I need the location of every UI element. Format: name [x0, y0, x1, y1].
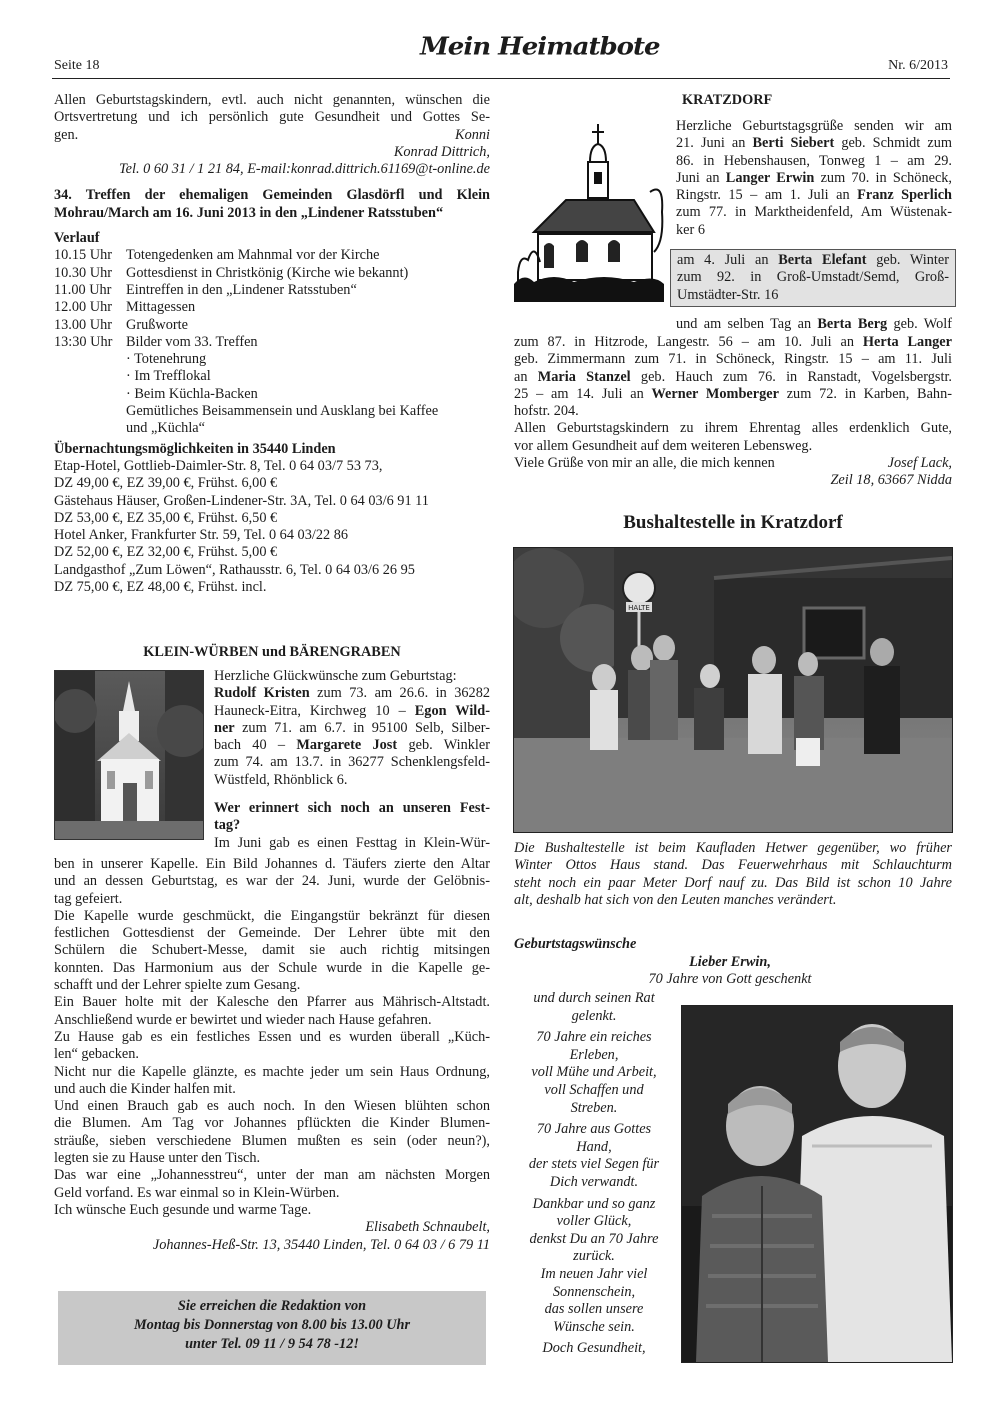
- birthday-name: Maria Stanzel: [537, 368, 631, 385]
- poem-line: gelenkt.: [571, 1007, 617, 1024]
- issue-number: Nr. 6/2013: [888, 58, 948, 73]
- fest-line: Nicht nur die Kapelle glänzte, es machte jeder um sein Haus Ordnung,: [54, 1063, 490, 1080]
- program-time: 11.00 Uhr: [54, 281, 112, 298]
- children-photo: [681, 1005, 953, 1363]
- poem-line: Dankbar und so ganz: [532, 1195, 656, 1212]
- box-line: Umstädter-Str. 16: [677, 286, 779, 303]
- fest-contact: Johannes-Heß-Str. 13, 35440 Linden, Tel. 0 64 03 / 6 79 11: [152, 1236, 490, 1253]
- program-row: [54, 247, 490, 264]
- program-subitem: · Im Trefflokal: [126, 368, 211, 385]
- poem-salutation: Lieber Erwin,: [689, 954, 771, 970]
- program-time: 10.30 Uhr: [54, 264, 112, 281]
- program-subitem: · Totenehrung: [126, 351, 207, 368]
- intro-line: gen.: [54, 126, 79, 143]
- program-text: Gottesdienst in Christkönig (Kirche wie bekannt): [126, 264, 409, 281]
- kratzdorf-greetings-a: [676, 118, 952, 239]
- poem-line: 70 Jahre ein reiches: [536, 1029, 652, 1046]
- kr-author: Josef Lack,: [887, 455, 952, 472]
- kr-line: zum 70. in Schöneck,: [814, 169, 952, 186]
- kw-line: zum 74. am 13.7. in 36277 Schenklengsfeld-: [214, 754, 490, 771]
- fest-line: len“ gebacken.: [54, 1046, 139, 1063]
- program-text: Mittagessen: [126, 299, 196, 316]
- poem-line: Dich verwandt.: [549, 1173, 639, 1190]
- kr-line: 25 – am 14. Juli an: [514, 385, 652, 402]
- kr-line: hofstr. 204.: [514, 403, 579, 420]
- poem-line: voll Schaffen und: [544, 1081, 644, 1098]
- fest-line: Geld vorfand. Es war einmal so in Klein-Würben.: [54, 1184, 340, 1201]
- verlauf-heading: Verlauf: [54, 230, 100, 247]
- notice-line: Montag bis Donnerstag von 8.00 bis 13.00 Uhr: [133, 1317, 411, 1333]
- bus-stop-photo: [513, 547, 953, 833]
- hotel-line: Gästehaus Häuser, Großen-Lindener-Str. 3A, Tel. 0 64 03/6 91 11: [54, 492, 429, 509]
- program-subitem: Gemütliches Beisammensein und Ausklang bei Kaffee: [126, 403, 439, 420]
- box-line: geb. Winter: [866, 252, 949, 268]
- birthday-name: ner: [214, 719, 235, 736]
- kr-line: vor allem Gesundheit auf dem weiteren Lebensweg.: [514, 437, 813, 454]
- poem-line: Hand,: [576, 1138, 612, 1155]
- fest-line: Und einen Brauch gab es auch noch. In den Wiesen blühten schon: [54, 1098, 490, 1115]
- hotel-line: DZ 52,00 €, EZ 32,00 €, Frühst. 5,00 €: [54, 544, 278, 561]
- program-time: 12.00 Uhr: [54, 299, 112, 316]
- kr-line: Ringstr. 15 – am 1. Juli an: [676, 187, 858, 204]
- program-row: [54, 299, 490, 316]
- bus-sign-text: HALTE: [628, 604, 650, 612]
- program-subitem: · Beim Küchla-Backen: [126, 385, 258, 402]
- poem-line: Sonnenschein,: [552, 1283, 636, 1300]
- hotel-line: Hotel Anker, Frankfurter Str. 59, Tel. 0 64 03/22 86: [54, 527, 348, 544]
- kr-line: Herzliche Geburtstagsgrüße senden wir am: [676, 118, 952, 134]
- fest-line: Im Juni gab es einen Festtag in Klein-Wür-: [214, 834, 490, 851]
- program-text: Totengedenken am Mahnmal vor der Kirche: [126, 247, 380, 264]
- program-row: [54, 282, 490, 299]
- kw-heading: KLEIN-WÜRBEN und BÄRENGRABEN: [143, 644, 401, 660]
- poem-line: Wünsche sein.: [553, 1318, 635, 1335]
- poem-line: 70 Jahre von Gott geschenkt: [648, 971, 812, 988]
- left-column: [54, 92, 490, 596]
- intro-line: Ortsvertretung und ich persönlich gute Gesundheit und Gottes Se-: [54, 109, 490, 126]
- photo-caption: [514, 840, 952, 909]
- poem-line: voll Mühe und Arbeit,: [531, 1064, 657, 1081]
- fest-heading: tag?: [214, 817, 241, 834]
- fest-line: sträuße, sieben verschiedene Blumen mußten es sein (oder neun?),: [54, 1132, 490, 1149]
- fest-line: Schülern die Schubert-Messe, damit sie auch richtig mitsingen: [54, 942, 490, 959]
- kw-line: Hauneck-Eitra, Kirchweg 10 –: [214, 702, 415, 719]
- fest-line: und auch die Kinder halfen mit.: [54, 1080, 236, 1097]
- kw-line: Herzliche Glückwünsche zum Geburtstag:: [214, 668, 457, 684]
- box-line: zum 92. in Groß-Umstadt/Semd, Groß-: [677, 269, 949, 286]
- kw-line: zum 73. am 26.6. in 36282: [309, 685, 490, 702]
- fest-line: Anschließend wurde er bewirtet und wieder nach Hause gefahren.: [54, 1011, 432, 1028]
- hotel-line: DZ 53,00 €, EZ 35,00 €, Frühst. 6,50 €: [54, 509, 278, 526]
- fest-line: Das war eine „Johannesstreu“, unter der man am nächsten Morgen: [54, 1167, 490, 1184]
- hotel-line: DZ 75,00 €, EZ 48,00 €, Frühst. incl.: [54, 579, 267, 596]
- kr-line: 86. in Hebenshausen, Tonweg 1 – am 29.: [676, 152, 952, 169]
- poem-line: Erleben,: [569, 1046, 619, 1063]
- program-time: 13:30 Uhr: [54, 333, 113, 350]
- fest-line: und an dessen Geburtstag, es war der 24. Juni, wurde der Gelöbnis-: [54, 873, 490, 890]
- birthday-name: Rudolf Kristen: [214, 685, 310, 702]
- hotel-line: Landgasthof „Zum Löwen“, Rathausstr. 6, Tel. 0 64 03/6 26 95: [54, 561, 415, 578]
- page-number: Seite 18: [54, 58, 100, 73]
- program-row: [54, 334, 490, 351]
- intro-author: Konrad Dittrich,: [393, 143, 490, 160]
- kratzdorf-heading: KRATZDORF: [682, 92, 773, 108]
- fest-line: Ein Bauer holte mit der Kalesche den Pfarrer aus Mährisch-Altstadt.: [54, 994, 490, 1011]
- intro-signature: Konni: [455, 126, 490, 143]
- hotel-line: DZ 49,00 €, EZ 39,00 €, Frühst. 6,00 €: [54, 475, 278, 492]
- fest-line: Die Kapelle wurde geschmückt, die Eingangstür bekränzt für diesen: [54, 907, 490, 924]
- birthday-name: Berta Berg: [817, 316, 888, 332]
- kr-line: geb. Schmidt zum: [834, 135, 952, 152]
- poem-line: zurück.: [573, 1248, 615, 1265]
- highlight-box: [670, 249, 956, 307]
- kr-line: und am selben Tag an: [676, 316, 818, 332]
- fest-line: Ich wünsche Euch gesunde und warme Tage.: [54, 1201, 312, 1218]
- birthday-name: Margarete Jost: [296, 737, 398, 754]
- birthday-name: Franz Sperlich: [857, 187, 952, 204]
- program-row: [54, 317, 490, 334]
- poem: [514, 990, 674, 1358]
- kr-line: geb. Wolf: [887, 316, 952, 332]
- gw-heading: Geburtstagswünsche: [514, 936, 637, 952]
- intro-line: Allen Geburtstagskindern, evtl. auch nicht genannten, wünschen die: [54, 92, 490, 108]
- hotels-heading: Übernachtungsmöglichkeiten in 35440 Linden: [54, 440, 336, 457]
- program-text: Eintreffen in den „Lindener Ratsstuben“: [126, 281, 357, 298]
- fest-line: tag gefeiert.: [54, 890, 123, 907]
- birthday-name: Berta Elefant: [778, 252, 867, 268]
- program-row: [54, 265, 490, 282]
- masthead-title: Mein Heimatbote: [420, 32, 660, 62]
- poem-top: [600, 954, 860, 989]
- birthday-name: Herta Langer: [862, 334, 952, 350]
- poem-line: der stets viel Segen für: [528, 1156, 660, 1173]
- box-line: am 4. Juli an: [677, 252, 779, 268]
- fest-line: die Blumen. Am Tag vor Johannes pflückten die Kinder Blumen-: [54, 1115, 490, 1132]
- editorial-notice: [58, 1291, 486, 1365]
- program-time: 13.00 Uhr: [54, 316, 112, 333]
- kratzdorf-greetings-b1: [676, 316, 952, 333]
- poem-line: 70 Jahre aus Gottes: [536, 1121, 652, 1138]
- header-rule: [52, 78, 950, 79]
- poem-line: und durch seinen Rat: [533, 990, 655, 1006]
- notice-line: unter Tel. 09 11 / 9 54 78 -12!: [185, 1336, 359, 1352]
- fest-line: konnten. Das Harmonium aus der Schule wurde in die Kapelle ge-: [54, 959, 490, 976]
- kr-line: Viele Grüße von mir an alle, die mich kennen: [514, 455, 775, 472]
- fest-line: schafft und der Lehrer spielte zum Gesang.: [54, 977, 301, 994]
- kw-line: geb. Winkler: [397, 737, 490, 754]
- kr-line: geb. Hauch zum 76. in Ranstadt, Vogelsbergstr.: [630, 368, 952, 385]
- kr-line: zum 87. in Hitzrode, Langestr. 56 – am 10. Juli an: [514, 334, 863, 350]
- kr-line: an: [514, 368, 538, 385]
- birthday-name: Egon Wild-: [414, 702, 490, 719]
- kr-line: 21. Juni an: [676, 135, 753, 152]
- poem-line: das sollen unsere: [544, 1301, 644, 1318]
- program-subitem: und „Küchla“: [126, 420, 205, 437]
- kr-contact: Zeil 18, 63667 Nidda: [830, 472, 952, 489]
- kr-line: Juni an: [676, 169, 726, 186]
- kw-line: zum 71. am 6.7. in 95100 Selb, Silber-: [234, 719, 490, 736]
- notice-line: Sie erreichen die Redaktion von: [177, 1298, 367, 1314]
- fest-author: Elisabeth Schnaubelt,: [365, 1219, 490, 1236]
- caption-line: Die Bushaltestelle ist beim Kaufladen Hetwer gegenüber, wo früher: [514, 840, 952, 856]
- caption-line: steht noch ein paar Meter Dorf nauf zu. Das Bild ist schon 10 Jahre: [514, 874, 952, 891]
- bus-heading: Bushaltestelle in Kratzdorf: [623, 512, 843, 533]
- program-text: Bilder vom 33. Treffen: [126, 333, 258, 350]
- poem-line: Doch Gesundheit,: [542, 1340, 646, 1357]
- meeting-title: Mohrau/March am 16. Juni 2013 in den „Lindener Ratsstuben“: [54, 204, 444, 221]
- kw-line: Wüstfeld, Rhönblick 6.: [214, 771, 348, 788]
- fest-body: [54, 856, 490, 1254]
- kr-line: zum 77. in Marktheidenfeld, Am Wüstenak-: [676, 204, 952, 221]
- birthday-name: Werner Momberger: [651, 385, 779, 402]
- church-drawing: [514, 122, 664, 302]
- birthday-name: Berti Siebert: [752, 135, 835, 152]
- kw-greetings: [214, 668, 490, 852]
- kratzdorf-greetings-b: [514, 334, 952, 490]
- caption-line: Winter Ottos Haus stand. Das Feuerwehrhaus mit Schlauchturm: [514, 857, 952, 874]
- birthday-name: Langer Erwin: [725, 169, 815, 186]
- meeting-title: 34. Treffen der ehemaligen Gemeinden Glasdörfl und Klein: [54, 187, 490, 204]
- poem-line: Im neuen Jahr viel: [540, 1265, 648, 1282]
- kr-line: Allen Geburtstagskindern zu ihrem Ehrentag alles erdenklich Gute,: [514, 420, 952, 437]
- intro-contact: Tel. 0 60 31 / 1 21 84, E-mail:konrad.dittrich.61169@t-online.de: [119, 161, 490, 178]
- poem-line: denkst Du an 70 Jahre: [529, 1230, 659, 1247]
- fest-line: legten sie zu Hause unter den Tisch.: [54, 1150, 261, 1167]
- caption-line: alt, deshalb hat sich von den Leuten manches verändert.: [514, 891, 837, 908]
- chapel-photo: [54, 670, 204, 840]
- hotel-line: Etap-Hotel, Gottlieb-Daimler-Str. 8, Tel. 0 64 03/7 53 73,: [54, 457, 383, 474]
- poem-line: voller Glück,: [556, 1213, 632, 1230]
- kw-line: bach 40 –: [214, 737, 297, 754]
- fest-line: ben in unserer Kapelle. Ein Bild Johannes d. Täufers zierte den Altar: [54, 856, 490, 872]
- program-time: 10.15 Uhr: [54, 247, 112, 264]
- poem-line: Streben.: [570, 1099, 618, 1116]
- fest-heading: Wer erinnert sich noch an unseren Fest-: [214, 800, 490, 817]
- kr-line: zum 72. in Karben, Bahn-: [778, 385, 952, 402]
- kr-line: ker 6: [676, 221, 705, 238]
- fest-line: Zu Hause gab es ein festliches Essen und es wurden überall „Küch-: [54, 1028, 490, 1045]
- program-text: Grußworte: [126, 316, 188, 333]
- fest-line: festlichen Gottesdienst der Gemeinde. Der Lehrer übte mit den: [54, 925, 490, 942]
- kr-line: geb. Zimmermann zum 71. in Schöneck, Ringstr. 15 – am 11. Juli: [514, 351, 952, 368]
